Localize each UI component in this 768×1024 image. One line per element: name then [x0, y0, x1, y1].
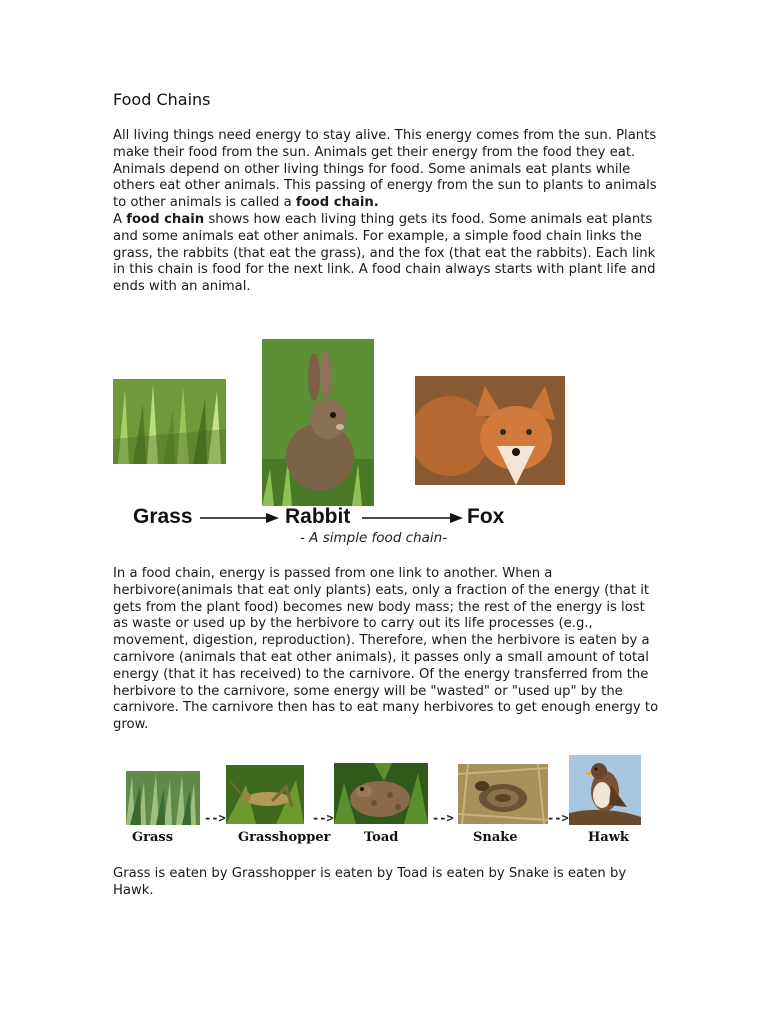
dash-arrow-1: -->	[204, 811, 226, 825]
summary-text: Grass is eaten by Grasshopper is eaten by Toad is eaten by Snake is eaten by Hawk.	[113, 866, 627, 898]
dash-arrow-2: -->	[312, 811, 334, 825]
energy-paragraph: In a food chain, energy is passed from one link to another. When a herbivore(animals that eat only plants) eats, only a fraction of the energy (that it gets from the plant food) becomes new body mass; the rest of the energy is lost as waste or used up by the herbivore to carry out its life processes (e.g., movement, digestion, reproduction). Therefore, when the herbivore is eaten by a carnivore (animals that eat other animals), it passes only a small amount of total energy (that it has received) to the carnivore. Of the energy transferred from the herbivore to the carnivore, some energy will be "wasted" or "used up" by the carnivore. The carnivore then has to eat many herbivores to get enough energy to grow.	[113, 566, 659, 733]
arrow-grass-to-rabbit	[200, 512, 280, 524]
dash-arrow-3: -->	[432, 811, 454, 825]
intro-text	[113, 128, 659, 296]
fox-photo	[415, 376, 565, 485]
food-chain-term: food chain.	[295, 195, 379, 211]
chain-label-rabbit: Rabbit	[285, 505, 351, 528]
grass-photo	[113, 379, 226, 464]
chain-label-toad: Toad	[364, 830, 399, 845]
chain-label-snake: Snake	[473, 830, 518, 845]
food-chain-term-2: food chain	[126, 211, 205, 227]
chain-label-grasshopper: Grasshopper	[238, 830, 331, 845]
chain-label-grass-2: Grass	[132, 830, 174, 845]
grasshopper-photo	[226, 765, 304, 824]
intro-paragraph-2: shows how each living thing gets its food. Some animals eat plants and some animals eat other animals. For example, a simple food chain links the grass, the rabbits (that eat the grass), and the fox (that eat the rabbits). Each link in this chain is food for the next link. A food chain always starts with plant life and ends with an animal.	[113, 211, 656, 295]
toad-photo	[334, 763, 428, 824]
rabbit-photo	[262, 339, 374, 506]
arrow-rabbit-to-fox	[362, 512, 464, 524]
figure-caption: - A simple food chain-	[300, 530, 448, 546]
page-title: Food Chains	[113, 90, 211, 109]
snake-photo	[458, 764, 548, 824]
dash-arrow-4: -->	[547, 811, 569, 825]
chain-label-fox: Fox	[467, 505, 505, 528]
grass-small-photo	[126, 771, 200, 825]
intro-paragraph-2-prefix: A	[113, 211, 127, 227]
intro-paragraph-1: All living things need energy to stay alive. This energy comes from the sun. Plants make their food from the sun. Animals get their energy from the food they eat. Animals depend on other living things for food. Some animals eat plants while others eat other animals. This passing of energy from the sun to plants to animals to other animals is called a	[113, 128, 657, 211]
chain-label-hawk: Hawk	[588, 830, 629, 845]
chain-label-grass: Grass	[133, 505, 193, 528]
hawk-photo	[569, 755, 641, 825]
